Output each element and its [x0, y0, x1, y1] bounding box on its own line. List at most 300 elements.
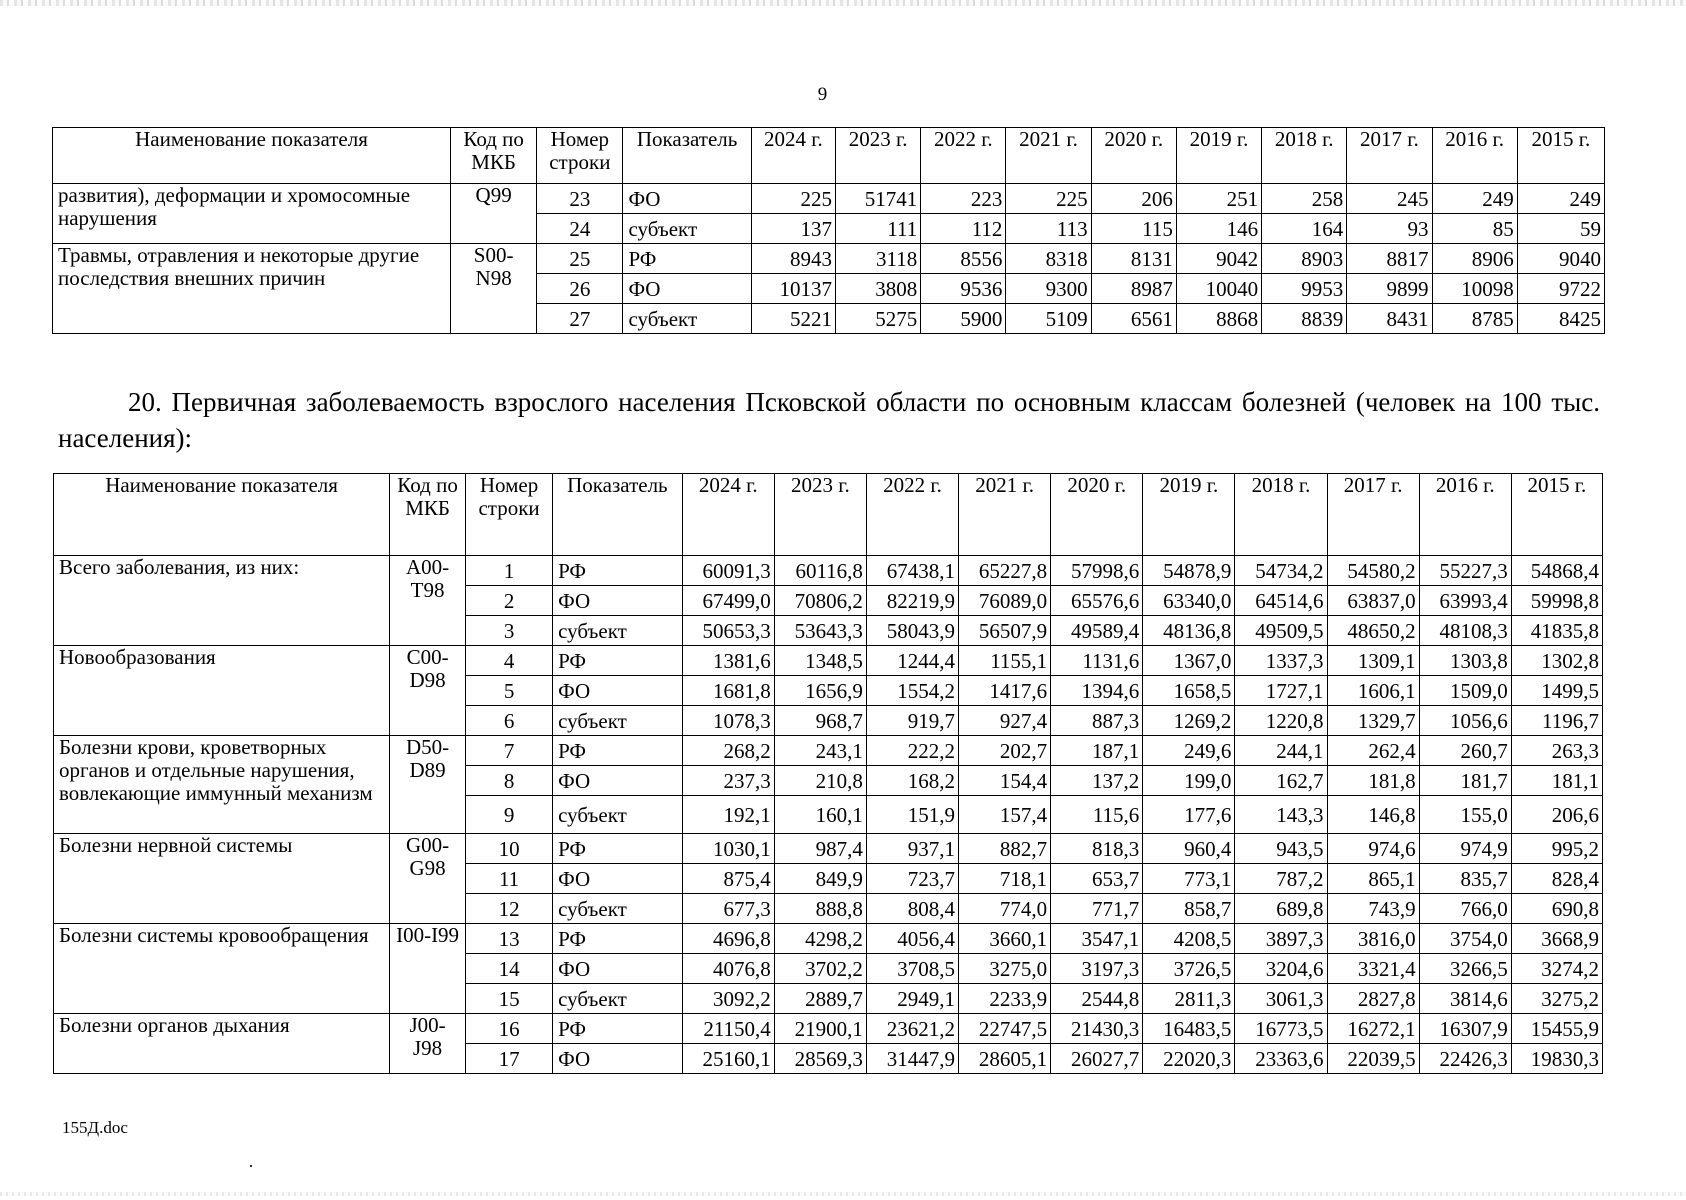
value-cell: 67499,0	[682, 586, 774, 616]
value-cell: 28569,3	[774, 1044, 866, 1074]
row-number: 10	[466, 834, 553, 864]
value-cell: 1348,5	[774, 646, 866, 676]
value-cell: 1131,6	[1051, 646, 1143, 676]
scan-edge-top	[0, 0, 1686, 6]
value-cell: 64514,6	[1235, 586, 1327, 616]
value-cell: 1381,6	[682, 646, 774, 676]
value-cell: 164	[1262, 214, 1347, 244]
value-cell: 202,7	[959, 736, 1051, 766]
value-cell: 268,2	[682, 736, 774, 766]
value-cell: 1417,6	[959, 676, 1051, 706]
table-row	[53, 184, 1605, 214]
value-cell: 974,9	[1419, 834, 1511, 864]
value-cell: 743,9	[1327, 894, 1419, 924]
value-cell: 3092,2	[682, 984, 774, 1014]
indicator-type: ФО	[553, 954, 683, 984]
value-cell: 690,8	[1511, 894, 1602, 924]
value-cell: 887,3	[1051, 706, 1143, 736]
column-header: 2021 г.	[959, 474, 1051, 556]
value-cell: 115,6	[1051, 796, 1143, 834]
value-cell: 54868,4	[1511, 556, 1602, 586]
value-cell: 4076,8	[682, 954, 774, 984]
value-cell: 21150,4	[682, 1014, 774, 1044]
value-cell: 3814,6	[1419, 984, 1511, 1014]
value-cell: 943,5	[1235, 834, 1327, 864]
value-cell: 3726,5	[1143, 954, 1235, 984]
value-cell: 808,4	[866, 894, 958, 924]
value-cell: 146	[1176, 214, 1261, 244]
indicator-name: Болезни нервной системы	[54, 834, 390, 924]
value-cell: 828,4	[1511, 864, 1602, 894]
row-number: 8	[466, 766, 553, 796]
value-cell: 995,2	[1511, 834, 1602, 864]
value-cell: 1056,6	[1419, 706, 1511, 736]
table-row	[54, 736, 1603, 766]
icd-code: A00-T98	[390, 556, 466, 646]
value-cell: 157,4	[959, 796, 1051, 834]
value-cell: 22039,5	[1327, 1044, 1419, 1074]
indicator-type: РФ	[553, 646, 683, 676]
value-cell: 137,2	[1051, 766, 1143, 796]
column-header: Показатель	[553, 474, 683, 556]
value-cell: 16307,9	[1419, 1014, 1511, 1044]
value-cell: 849,9	[774, 864, 866, 894]
value-cell: 3274,2	[1511, 954, 1602, 984]
value-cell: 8425	[1517, 304, 1604, 334]
row-number: 11	[466, 864, 553, 894]
value-cell: 249	[1432, 184, 1517, 214]
value-cell: 49589,4	[1051, 616, 1143, 646]
indicator-type: субъект	[623, 214, 751, 244]
main-table	[53, 473, 1603, 1074]
value-cell: 1030,1	[682, 834, 774, 864]
value-cell: 8431	[1347, 304, 1432, 334]
value-cell: 113	[1006, 214, 1091, 244]
column-header: Показатель	[623, 128, 751, 184]
icd-code: C00-D98	[390, 646, 466, 736]
table-row	[53, 244, 1605, 274]
indicator-type: ФО	[553, 676, 683, 706]
value-cell: 937,1	[866, 834, 958, 864]
value-cell: 882,7	[959, 834, 1051, 864]
header-row	[53, 128, 1605, 184]
value-cell: 960,4	[1143, 834, 1235, 864]
value-cell: 919,7	[866, 706, 958, 736]
value-cell: 2949,1	[866, 984, 958, 1014]
scan-edge-bottom	[0, 1192, 1686, 1196]
value-cell: 8817	[1347, 244, 1432, 274]
value-cell: 1196,7	[1511, 706, 1602, 736]
value-cell: 249,6	[1143, 736, 1235, 766]
row-number: 5	[466, 676, 553, 706]
value-cell: 3708,5	[866, 954, 958, 984]
value-cell: 54878,9	[1143, 556, 1235, 586]
column-header: 2017 г.	[1347, 128, 1432, 184]
value-cell: 3321,4	[1327, 954, 1419, 984]
column-header: 2024 г.	[751, 128, 835, 184]
top-table-header	[53, 128, 1605, 184]
value-cell: 1656,9	[774, 676, 866, 706]
icd-code: I00-I99	[390, 924, 466, 1014]
value-cell: 251	[1176, 184, 1261, 214]
value-cell: 58043,9	[866, 616, 958, 646]
value-cell: 3204,6	[1235, 954, 1327, 984]
indicator-type: субъект	[553, 706, 683, 736]
value-cell: 245	[1347, 184, 1432, 214]
column-header: Наименование показателя	[54, 474, 390, 556]
value-cell: 1303,8	[1419, 646, 1511, 676]
value-cell: 5109	[1006, 304, 1091, 334]
value-cell: 3547,1	[1051, 924, 1143, 954]
value-cell: 51741	[835, 184, 920, 214]
value-cell: 168,2	[866, 766, 958, 796]
main-table-body	[54, 556, 1603, 1074]
value-cell: 3816,0	[1327, 924, 1419, 954]
value-cell: 2889,7	[774, 984, 866, 1014]
value-cell: 53643,3	[774, 616, 866, 646]
column-header: 2018 г.	[1262, 128, 1347, 184]
value-cell: 60116,8	[774, 556, 866, 586]
header-row	[54, 474, 1603, 556]
column-header: Код по МКБ	[451, 128, 537, 184]
value-cell: 1658,5	[1143, 676, 1235, 706]
value-cell: 773,1	[1143, 864, 1235, 894]
value-cell: 1606,1	[1327, 676, 1419, 706]
value-cell: 112	[921, 214, 1006, 244]
value-cell: 8868	[1176, 304, 1261, 334]
value-cell: 63340,0	[1143, 586, 1235, 616]
scan-speck	[250, 1165, 252, 1167]
value-cell: 76089,0	[959, 586, 1051, 616]
row-number: 16	[466, 1014, 553, 1044]
indicator-name: Болезни системы кровообращения	[54, 924, 390, 1014]
value-cell: 9300	[1006, 274, 1091, 304]
column-header: 2015 г.	[1517, 128, 1604, 184]
indicator-type: субъект	[553, 984, 683, 1014]
value-cell: 28605,1	[959, 1044, 1051, 1074]
value-cell: 2811,3	[1143, 984, 1235, 1014]
indicator-type: ФО	[623, 274, 751, 304]
value-cell: 85	[1432, 214, 1517, 244]
value-cell: 8318	[1006, 244, 1091, 274]
value-cell: 766,0	[1419, 894, 1511, 924]
indicator-name: Всего заболевания, из них:	[54, 556, 390, 646]
value-cell: 249	[1517, 184, 1604, 214]
value-cell: 50653,3	[682, 616, 774, 646]
value-cell: 653,7	[1051, 864, 1143, 894]
table-row	[54, 834, 1603, 864]
value-cell: 48650,2	[1327, 616, 1419, 646]
value-cell: 8839	[1262, 304, 1347, 334]
value-cell: 151,9	[866, 796, 958, 834]
indicator-name: развития), деформации и хромосомные нарушения	[53, 184, 451, 244]
value-cell: 8987	[1091, 274, 1176, 304]
column-header: Код по МКБ	[390, 474, 466, 556]
indicator-type: РФ	[623, 244, 751, 274]
value-cell: 263,3	[1511, 736, 1602, 766]
value-cell: 858,7	[1143, 894, 1235, 924]
value-cell: 177,6	[1143, 796, 1235, 834]
value-cell: 206	[1091, 184, 1176, 214]
value-cell: 19830,3	[1511, 1044, 1602, 1074]
value-cell: 155,0	[1419, 796, 1511, 834]
value-cell: 875,4	[682, 864, 774, 894]
column-header: Наименование показателя	[53, 128, 451, 184]
value-cell: 162,7	[1235, 766, 1327, 796]
value-cell: 26027,7	[1051, 1044, 1143, 1074]
value-cell: 1329,7	[1327, 706, 1419, 736]
value-cell: 59998,8	[1511, 586, 1602, 616]
icd-code: J00-J98	[390, 1014, 466, 1074]
value-cell: 3275,2	[1511, 984, 1602, 1014]
value-cell: 6561	[1091, 304, 1176, 334]
indicator-type: РФ	[553, 834, 683, 864]
value-cell: 3668,9	[1511, 924, 1602, 954]
value-cell: 4056,4	[866, 924, 958, 954]
column-header: 2017 г.	[1327, 474, 1419, 556]
value-cell: 3897,3	[1235, 924, 1327, 954]
top-table	[52, 127, 1605, 334]
value-cell: 22020,3	[1143, 1044, 1235, 1074]
column-header: Номер строки	[466, 474, 553, 556]
value-cell: 48136,8	[1143, 616, 1235, 646]
icd-code: S00-N98	[451, 244, 537, 334]
icd-code: Q99	[451, 184, 537, 244]
value-cell: 55227,3	[1419, 556, 1511, 586]
icd-code: D50-D89	[390, 736, 466, 834]
value-cell: 16272,1	[1327, 1014, 1419, 1044]
value-cell: 3275,0	[959, 954, 1051, 984]
indicator-type: РФ	[553, 736, 683, 766]
value-cell: 8943	[751, 244, 835, 274]
value-cell: 1367,0	[1143, 646, 1235, 676]
value-cell: 2544,8	[1051, 984, 1143, 1014]
value-cell: 5221	[751, 304, 835, 334]
value-cell: 5900	[921, 304, 1006, 334]
column-header: 2020 г.	[1051, 474, 1143, 556]
value-cell: 10137	[751, 274, 835, 304]
value-cell: 41835,8	[1511, 616, 1602, 646]
value-cell: 181,1	[1511, 766, 1602, 796]
row-number: 13	[466, 924, 553, 954]
row-number: 24	[537, 214, 623, 244]
column-header: 2018 г.	[1235, 474, 1327, 556]
value-cell: 181,7	[1419, 766, 1511, 796]
value-cell: 65576,6	[1051, 586, 1143, 616]
indicator-name: Новообразования	[54, 646, 390, 736]
indicator-name: Травмы, отравления и некоторые другие последствия внешних причин	[53, 244, 451, 334]
value-cell: 187,1	[1051, 736, 1143, 766]
indicator-type: субъект	[553, 616, 683, 646]
table-row	[54, 1014, 1603, 1044]
column-header: 2019 г.	[1143, 474, 1235, 556]
value-cell: 835,7	[1419, 864, 1511, 894]
value-cell: 225	[1006, 184, 1091, 214]
column-header: 2020 г.	[1091, 128, 1176, 184]
value-cell: 82219,9	[866, 586, 958, 616]
value-cell: 1681,8	[682, 676, 774, 706]
value-cell: 4696,8	[682, 924, 774, 954]
value-cell: 23621,2	[866, 1014, 958, 1044]
value-cell: 818,3	[1051, 834, 1143, 864]
section-heading: 20. Первичная заболеваемость взрослого населения Псковской области по основным классам болезней (человек на 100 тыс. населения):	[58, 387, 1600, 453]
value-cell: 974,6	[1327, 834, 1419, 864]
value-cell: 49509,5	[1235, 616, 1327, 646]
value-cell: 93	[1347, 214, 1432, 244]
value-cell: 146,8	[1327, 796, 1419, 834]
value-cell: 774,0	[959, 894, 1051, 924]
table-row	[54, 556, 1603, 586]
value-cell: 237,3	[682, 766, 774, 796]
value-cell: 2233,9	[959, 984, 1051, 1014]
value-cell: 60091,3	[682, 556, 774, 586]
value-cell: 21430,3	[1051, 1014, 1143, 1044]
indicator-type: ФО	[623, 184, 751, 214]
value-cell: 9042	[1176, 244, 1261, 274]
value-cell: 1269,2	[1143, 706, 1235, 736]
row-number: 9	[466, 796, 553, 834]
value-cell: 927,4	[959, 706, 1051, 736]
value-cell: 22426,3	[1419, 1044, 1511, 1074]
column-header: 2022 г.	[921, 128, 1006, 184]
value-cell: 8906	[1432, 244, 1517, 274]
value-cell: 192,1	[682, 796, 774, 834]
row-number: 6	[466, 706, 553, 736]
column-header: Номер строки	[537, 128, 623, 184]
table-row	[54, 646, 1603, 676]
value-cell: 787,2	[1235, 864, 1327, 894]
row-number: 17	[466, 1044, 553, 1074]
icd-code: G00-G98	[390, 834, 466, 924]
indicator-type: субъект	[553, 894, 683, 924]
row-number: 2	[466, 586, 553, 616]
value-cell: 3197,3	[1051, 954, 1143, 984]
value-cell: 10040	[1176, 274, 1261, 304]
value-cell: 48108,3	[1419, 616, 1511, 646]
column-header: 2023 г.	[835, 128, 920, 184]
value-cell: 1244,4	[866, 646, 958, 676]
table-row	[54, 924, 1603, 954]
column-header: 2015 г.	[1511, 474, 1602, 556]
value-cell: 65227,8	[959, 556, 1051, 586]
indicator-type: субъект	[623, 304, 751, 334]
column-header: 2016 г.	[1432, 128, 1517, 184]
value-cell: 9899	[1347, 274, 1432, 304]
indicator-type: ФО	[553, 766, 683, 796]
value-cell: 5275	[835, 304, 920, 334]
value-cell: 10098	[1432, 274, 1517, 304]
value-cell: 21900,1	[774, 1014, 866, 1044]
value-cell: 1509,0	[1419, 676, 1511, 706]
column-header: 2016 г.	[1419, 474, 1511, 556]
row-number: 14	[466, 954, 553, 984]
value-cell: 260,7	[1419, 736, 1511, 766]
value-cell: 206,6	[1511, 796, 1602, 834]
value-cell: 22747,5	[959, 1014, 1051, 1044]
value-cell: 987,4	[774, 834, 866, 864]
value-cell: 3660,1	[959, 924, 1051, 954]
column-header: 2023 г.	[774, 474, 866, 556]
value-cell: 54734,2	[1235, 556, 1327, 586]
value-cell: 57998,6	[1051, 556, 1143, 586]
value-cell: 70806,2	[774, 586, 866, 616]
value-cell: 222,2	[866, 736, 958, 766]
value-cell: 244,1	[1235, 736, 1327, 766]
value-cell: 8131	[1091, 244, 1176, 274]
row-number: 7	[466, 736, 553, 766]
column-header: 2019 г.	[1176, 128, 1261, 184]
indicator-type: субъект	[553, 796, 683, 834]
value-cell: 3754,0	[1419, 924, 1511, 954]
indicator-type: РФ	[553, 556, 683, 586]
value-cell: 115	[1091, 214, 1176, 244]
value-cell: 63993,4	[1419, 586, 1511, 616]
value-cell: 160,1	[774, 796, 866, 834]
value-cell: 225	[751, 184, 835, 214]
value-cell: 56507,9	[959, 616, 1051, 646]
indicator-type: ФО	[553, 586, 683, 616]
value-cell: 15455,9	[1511, 1014, 1602, 1044]
value-cell: 3266,5	[1419, 954, 1511, 984]
value-cell: 9722	[1517, 274, 1604, 304]
value-cell: 9040	[1517, 244, 1604, 274]
value-cell: 31447,9	[866, 1044, 958, 1074]
value-cell: 9953	[1262, 274, 1347, 304]
value-cell: 723,7	[866, 864, 958, 894]
value-cell: 199,0	[1143, 766, 1235, 796]
value-cell: 888,8	[774, 894, 866, 924]
indicator-type: ФО	[553, 1044, 683, 1074]
value-cell: 3061,3	[1235, 984, 1327, 1014]
value-cell: 3702,2	[774, 954, 866, 984]
row-number: 25	[537, 244, 623, 274]
value-cell: 54580,2	[1327, 556, 1419, 586]
value-cell: 181,8	[1327, 766, 1419, 796]
value-cell: 865,1	[1327, 864, 1419, 894]
value-cell: 677,3	[682, 894, 774, 924]
row-number: 3	[466, 616, 553, 646]
value-cell: 16773,5	[1235, 1014, 1327, 1044]
value-cell: 262,4	[1327, 736, 1419, 766]
value-cell: 67438,1	[866, 556, 958, 586]
column-header: 2022 г.	[866, 474, 958, 556]
value-cell: 968,7	[774, 706, 866, 736]
column-header: 2021 г.	[1006, 128, 1091, 184]
value-cell: 23363,6	[1235, 1044, 1327, 1074]
value-cell: 689,8	[1235, 894, 1327, 924]
value-cell: 4208,5	[1143, 924, 1235, 954]
row-number: 1	[466, 556, 553, 586]
value-cell: 1220,8	[1235, 706, 1327, 736]
value-cell: 210,8	[774, 766, 866, 796]
value-cell: 25160,1	[682, 1044, 774, 1074]
indicator-name: Болезни крови, кроветворных органов и отдельные нарушения, вовлекающие иммунный механизм	[54, 736, 390, 834]
top-table-body	[53, 184, 1605, 334]
row-number: 26	[537, 274, 623, 304]
value-cell: 137	[751, 214, 835, 244]
value-cell: 8785	[1432, 304, 1517, 334]
value-cell: 143,3	[1235, 796, 1327, 834]
value-cell: 1394,6	[1051, 676, 1143, 706]
row-number: 23	[537, 184, 623, 214]
main-table-header	[54, 474, 1603, 556]
value-cell: 16483,5	[1143, 1014, 1235, 1044]
value-cell: 718,1	[959, 864, 1051, 894]
value-cell: 2827,8	[1327, 984, 1419, 1014]
indicator-type: ФО	[553, 864, 683, 894]
value-cell: 3118	[835, 244, 920, 274]
value-cell: 1727,1	[1235, 676, 1327, 706]
